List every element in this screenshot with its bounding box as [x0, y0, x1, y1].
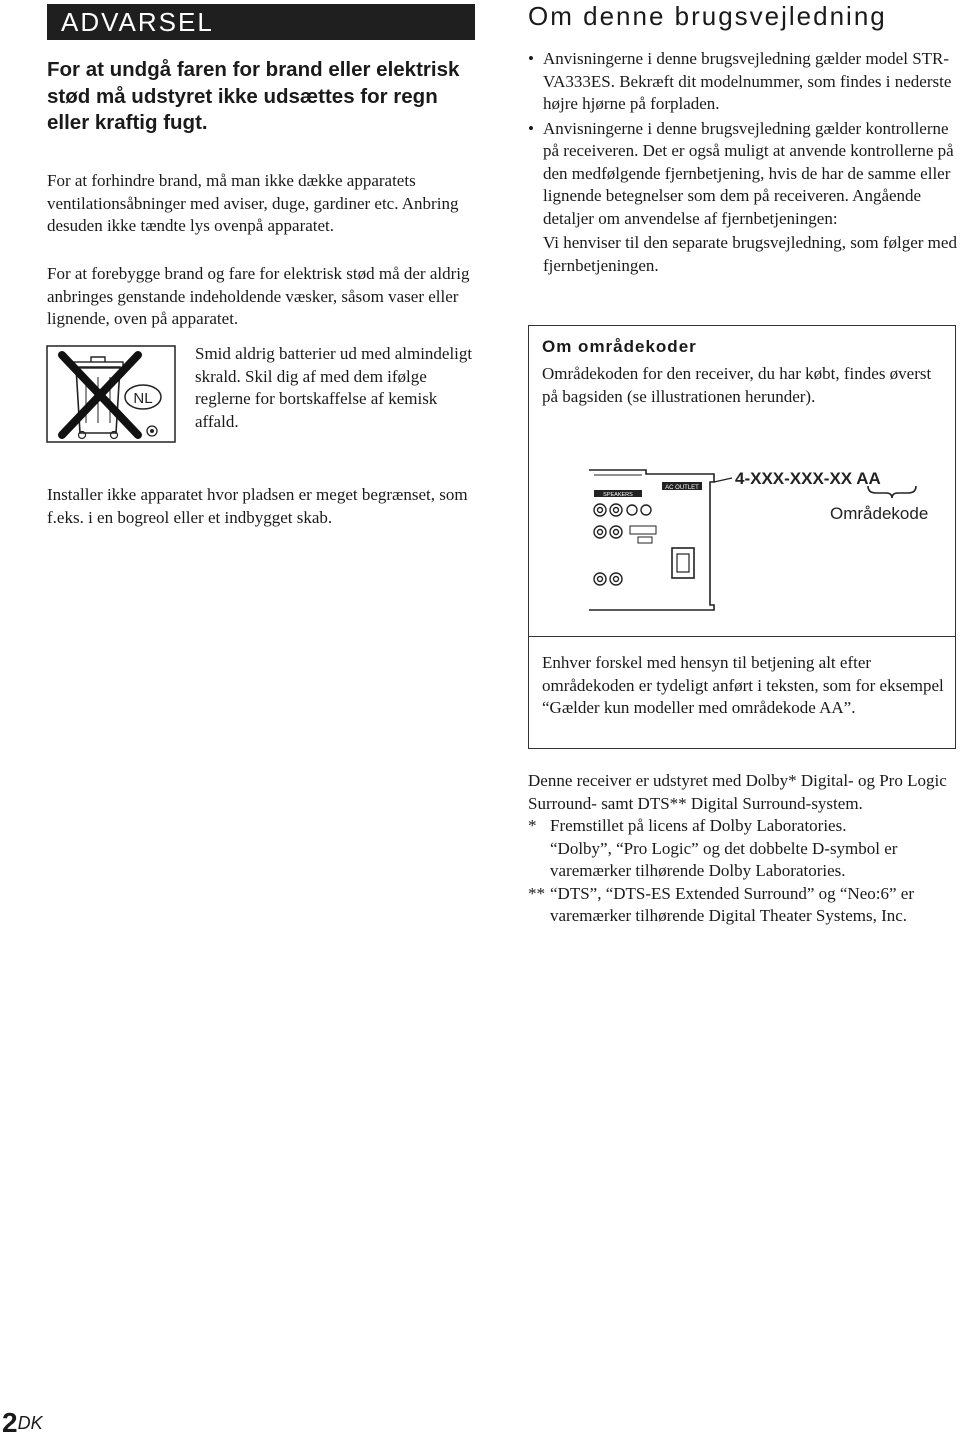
region-box-divider	[528, 636, 956, 637]
rear-panel-diagram	[586, 460, 946, 630]
page-language-suffix: DK	[17, 1413, 43, 1433]
warning-title: ADVARSEL	[47, 4, 475, 40]
battery-disposal-text: Smid aldrig batterier ud med almindeligt skrald. Skil dig af med dem ifølge reglerne for bortskaffelse af kemisk affald.	[195, 344, 473, 431]
speakers-label: SPEAKERS	[603, 492, 633, 498]
ventilation-paragraph: For at forhindre brand, må man ikke dække apparatets ventilationsåbninger med aviser, duge, gardiner etc. Anbring desuden ikke tændte lys ovenpå apparatet.	[47, 171, 459, 235]
bullet-item: • Anvisningerne i denne brugsvejledning gælder kontrollerne på receiveren. Det er også muligt at anvende kontrollerne på den medfølgende fjernbetjening, hvis de har de samme eller lignende betegnelser som dem på receiveren. Angående detaljer om anvendelse af fjernbetjeningen:	[528, 118, 958, 231]
ac-outlet-label: AC OUTLET	[665, 485, 699, 491]
footnote-dts-text: “DTS”, “DTS-ES Extended Surround” og “Neo:6” er varemærker tilhørende Digital Theater Systems, Inc.	[550, 883, 914, 925]
region-code-text: Områdekoden for den receiver, du har købt, findes øverst på bagsiden (se illustrationen herunder).	[542, 364, 932, 406]
section-title: Om denne brugsvejledning	[528, 1, 887, 31]
warning-bold-text: For at undgå faren for brand eller elektrisk stød må udstyret ikke udsættes for regn eller kraftig fugt.	[47, 58, 460, 134]
battery-disposal-icon	[46, 345, 176, 443]
region-code-heading: Om områdekoder	[542, 337, 697, 356]
page-number	[2, 1406, 43, 1440]
footnote-mark: **	[528, 883, 545, 903]
region-code-caption: Områdekode	[830, 504, 929, 523]
region-code-value: 4-XXX-XXX-XX AA	[735, 469, 881, 488]
installation-paragraph: Installer ikke apparatet hvor pladsen er meget begrænset, som f.eks. i en bogreol eller et indbygget skab.	[47, 485, 468, 527]
region-code-note: Enhver forskel med hensyn til betjening alt efter områdekoden er tydeligt anført i teksten, som for eksempel “Gælder kun modeller med områdekode AA”.	[542, 653, 944, 717]
bullet-tail-text: Vi henviser til den separate brugsvejledning, som følger med fjernbetjeningen.	[543, 233, 957, 275]
footnote-mark: *	[528, 816, 537, 835]
dolby-section	[528, 770, 958, 928]
page-number-value: 2	[2, 1407, 18, 1438]
dolby-intro: Denne receiver er udstyret med Dolby* Digital- og Pro Logic Surround- samt DTS** Digital Surround-system.	[528, 771, 947, 813]
footnote-dolby	[528, 815, 958, 883]
footnote-dolby-line1: Fremstillet på licens af Dolby Laboratories.	[550, 816, 847, 835]
footnote-dolby-line2: “Dolby”, “Pro Logic” og det dobbelte D-symbol er varemærker tilhørende Dolby Laboratories.	[550, 838, 898, 880]
footnote-dts	[528, 883, 958, 928]
battery-icon-label: NL	[133, 390, 153, 407]
liquid-paragraph: For at forebygge brand og fare for elektrisk stød må der aldrig anbringes genstande indeholdende væsker, såsom vaser eller lignende, oven på apparatet.	[47, 264, 470, 328]
bullet-list	[528, 48, 958, 277]
bullet-item: • Anvisningerne i denne brugsvejledning gælder model STR-VA333ES. Bekræft dit modelnummer, som findes i nederste højre hjørne på forpladen.	[528, 48, 958, 116]
